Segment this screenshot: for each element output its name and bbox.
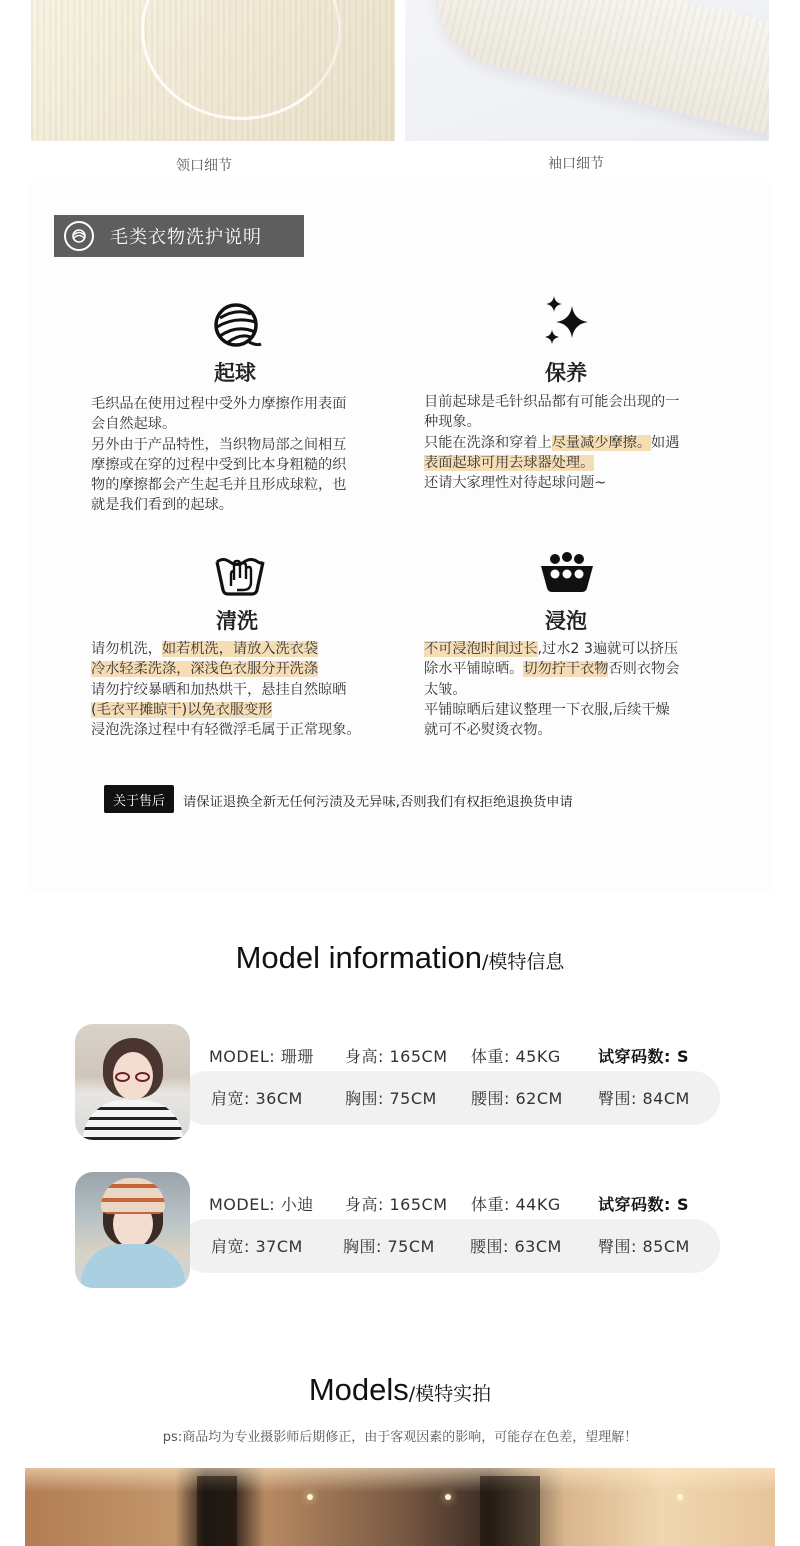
model-avatar [75, 1172, 190, 1288]
model-weight: 体重: 45KG [471, 1047, 561, 1066]
model-photo [25, 1468, 775, 1546]
care-maintenance-title: 保养 [545, 361, 587, 385]
model-shoulder: 肩宽: 37CM [211, 1237, 303, 1256]
care-header [54, 215, 304, 257]
model-weight: 体重: 44KG [471, 1195, 561, 1214]
soak-basin-icon [540, 550, 594, 604]
yarn-ball-icon [211, 300, 265, 354]
models-title: Models/模特实拍 [308, 1372, 492, 1407]
model-size: 试穿码数: S [598, 1047, 689, 1066]
pilling-text: 毛织品在使用过程中受外力摩擦作用表面 会自然起球。 另外由于产品特性，当织物局部之间相互 摩擦或在穿的过程中受到比本身粗糙的织 物的摩擦都会产生起毛并且形成球粒，也 就是我们看到的起球。 [91, 396, 347, 514]
yarn-circle-icon [64, 221, 94, 251]
model-avatar [75, 1024, 190, 1140]
hand-wash-icon [213, 550, 267, 604]
washing-text: 请勿机洗，如若机洗，请放入洗衣袋 冷水轻柔洗涤，深浅色衣服分开洗涤 请勿拧绞暴晒和加热烘干，悬挂自然晾晒 (毛衣平摊晾干)以免衣服变形 浸泡洗涤过程中有轻微浮毛属于正常现象。 [91, 641, 361, 739]
after-sale-badge: 关于售后 [104, 785, 174, 813]
model-chest: 胸围: 75CM [345, 1089, 437, 1108]
soaking-text: 不可浸泡时间过长,过水2 3遍就可以挤压 除水平铺晾晒。切勿拧干衣物否则衣物会 太皱。 平铺晾晒后建议整理一下衣服,后续干燥 就可不必熨烫衣物。 [424, 641, 680, 739]
collar-caption: 领口细节 [176, 158, 232, 174]
model-information-title: Model information/模特信息 [235, 940, 565, 975]
model-card [75, 1172, 720, 1288]
model-waist: 腰围: 63CM [470, 1237, 562, 1256]
model-card [75, 1024, 720, 1140]
color-disclaimer-note: ps:商品均为专业摄影师后期修正，由于客观因素的影响，可能存在色差，望理解！ [162, 1430, 638, 1445]
model-height: 身高: 165CM [345, 1195, 448, 1214]
model-size: 试穿码数: S [598, 1195, 689, 1214]
cuff-detail-photo [405, 0, 769, 141]
pilling-title: 起球 [214, 361, 256, 385]
care-header-title: 毛类衣物洗护说明 [110, 227, 262, 248]
model-hip: 臀围: 84CM [598, 1089, 690, 1108]
soaking-title: 浸泡 [545, 609, 587, 633]
model-chest: 胸围: 75CM [343, 1237, 435, 1256]
model-height: 身高: 165CM [345, 1047, 448, 1066]
model-hip: 臀围: 85CM [598, 1237, 690, 1256]
model-name: MODEL: 珊珊 [209, 1047, 314, 1066]
model-waist: 腰围: 62CM [471, 1089, 563, 1108]
model-shoulder: 肩宽: 36CM [211, 1089, 303, 1108]
model-name: MODEL: 小迪 [209, 1195, 314, 1214]
washing-title: 清洗 [216, 609, 258, 633]
maintenance-text: 目前起球是毛针织品都有可能会出现的一 种现象。 只能在洗涤和穿着上尽量减少摩擦。如遇 表面起球可用去球器处理。 还请大家理性对待起球问题~ [424, 394, 680, 492]
after-sale-text: 请保证退换全新无任何污渍及无异味,否则我们有权拒绝退换货申请 [183, 795, 573, 810]
sparkle-icon [540, 296, 594, 350]
cuff-caption: 袖口细节 [548, 156, 604, 172]
collar-detail-photo [31, 0, 395, 141]
